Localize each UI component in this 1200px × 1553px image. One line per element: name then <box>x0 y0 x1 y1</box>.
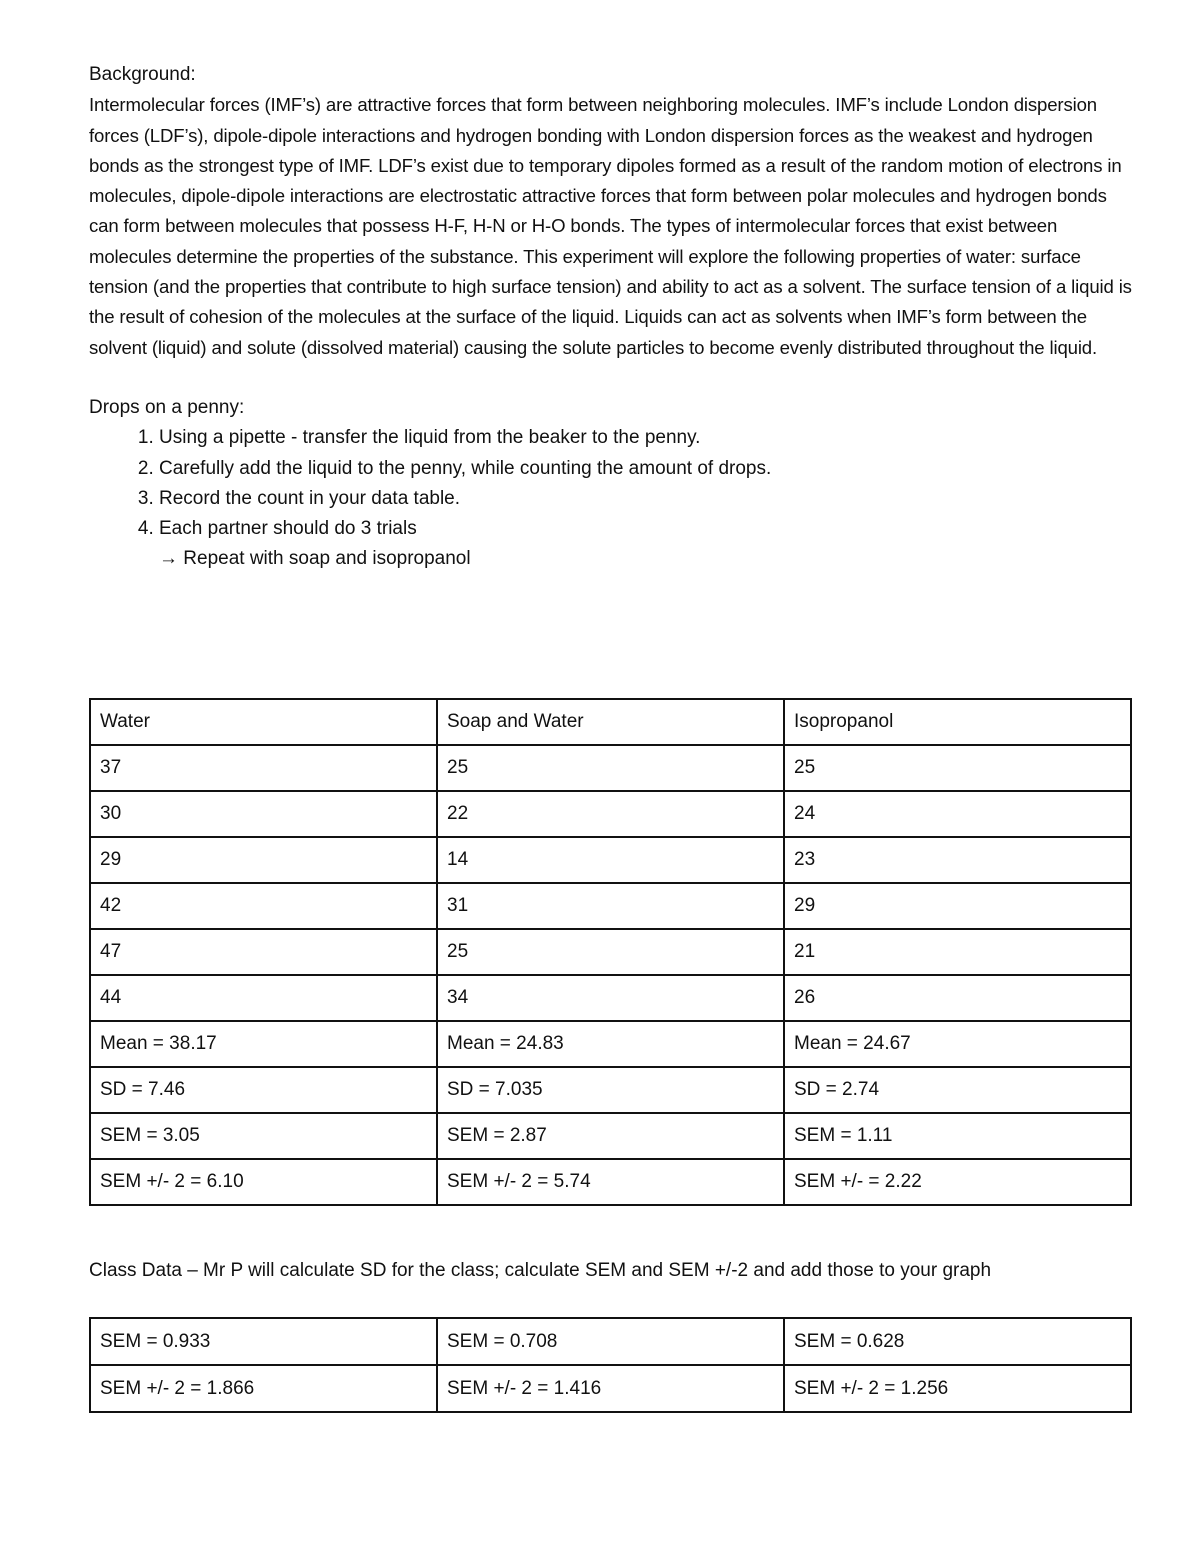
procedure-step: 4. Each partner should do 3 trials <box>159 514 1134 544</box>
table-row-sd <box>90 1067 1131 1113</box>
procedure-steps <box>89 423 1134 544</box>
table-cell: 25 <box>437 929 784 975</box>
header-cell-isopropanol: Isopropanol <box>784 699 1131 745</box>
table-cell: SEM = 0.628 <box>784 1318 1131 1365</box>
table-cell: 34 <box>437 975 784 1021</box>
table-cell: 21 <box>784 929 1131 975</box>
table-cell: SEM +/- 2 = 1.416 <box>437 1365 784 1412</box>
table-cell: SEM +/- = 2.22 <box>784 1159 1131 1205</box>
table-cell: 30 <box>90 791 437 837</box>
table-header-row <box>90 699 1131 745</box>
procedure-step: 2. Carefully add the liquid to the penny, while counting the amount of drops. <box>159 454 1134 484</box>
background-heading: Background: <box>89 64 196 85</box>
table-cell: 31 <box>437 883 784 929</box>
table-row <box>90 975 1131 1021</box>
table-row-sem-2 <box>90 1159 1131 1205</box>
table-row <box>90 791 1131 837</box>
table-row-mean <box>90 1021 1131 1067</box>
table-cell: 37 <box>90 745 437 791</box>
table-cell: 24 <box>784 791 1131 837</box>
table-cell: 22 <box>437 791 784 837</box>
class-data-note: Class Data – Mr P will calculate SD for the class; calculate SEM and SEM +/-2 and add those to your graph <box>89 1260 992 1281</box>
table-cell: 29 <box>784 883 1131 929</box>
table-cell: SEM +/- 2 = 6.10 <box>90 1159 437 1205</box>
table-row <box>90 883 1131 929</box>
table-row <box>90 745 1131 791</box>
table-row <box>90 1318 1131 1365</box>
table-row-sem <box>90 1113 1131 1159</box>
table-cell: 25 <box>437 745 784 791</box>
header-cell-soap-and-water: Soap and Water <box>437 699 784 745</box>
header-cell-water: Water <box>90 699 437 745</box>
table-cell: SEM = 0.708 <box>437 1318 784 1365</box>
table-cell: SEM = 3.05 <box>90 1113 437 1159</box>
repeat-note: → Repeat with soap and isopropanol <box>159 548 471 570</box>
table-cell: SEM = 1.11 <box>784 1113 1131 1159</box>
table-cell: SEM +/- 2 = 5.74 <box>437 1159 784 1205</box>
table-cell: SD = 7.46 <box>90 1067 437 1113</box>
table-cell: 47 <box>90 929 437 975</box>
table-row <box>90 1365 1131 1412</box>
table-row <box>90 837 1131 883</box>
table-cell: 26 <box>784 975 1131 1021</box>
procedure-title: Drops on a penny: <box>89 396 245 418</box>
table-cell: 44 <box>90 975 437 1021</box>
table-row <box>90 929 1131 975</box>
procedure-step: 1. Using a pipette - transfer the liquid from the beaker to the penny. <box>159 423 1134 453</box>
table-cell: SEM = 0.933 <box>90 1318 437 1365</box>
table-cell: Mean = 38.17 <box>90 1021 437 1067</box>
document-page <box>89 60 1134 575</box>
table-cell: 42 <box>90 883 437 929</box>
table-cell: Mean = 24.83 <box>437 1021 784 1067</box>
table-cell: SEM +/- 2 = 1.256 <box>784 1365 1131 1412</box>
table-cell: SEM = 2.87 <box>437 1113 784 1159</box>
table-cell: SD = 2.74 <box>784 1067 1131 1113</box>
table-cell: SD = 7.035 <box>437 1067 784 1113</box>
table-cell: 14 <box>437 837 784 883</box>
class-data-table <box>89 1317 1132 1413</box>
table-cell: 29 <box>90 837 437 883</box>
table-cell: 23 <box>784 837 1131 883</box>
table-cell: Mean = 24.67 <box>784 1021 1131 1067</box>
background-paragraph: Intermolecular forces (IMF’s) are attractive forces that form between neighboring molecules. IMF’s include London dispersion forces (LDF’s), dipole-dipole interactions and hydrogen bonding with London dispersion forces as the weakest and hydrogen bonds as the strongest type of IMF. LDF’s exist due to temporary dipoles formed as a result of the random motion of electrons in molecules, dipole-dipole interactions are electrostatic attractive forces that form between polar molecules and hydrogen bonds can form between molecules that possess H-F, H-N or H-O bonds. The types of intermolecular forces that exist between molecules determine the properties of the substance. This experiment will explore the following properties of water: surface tension (and the properties that contribute to high surface tension) and ability to act as a solvent. The surface tension of a liquid is the result of cohesion of the molecules at the surface of the liquid. Liquids can act as solvents when IMF’s form between the solvent (liquid) and solute (dissolved material) causing the solute particles to become evenly distributed throughout the liquid. <box>89 94 1132 358</box>
table-cell: SEM +/- 2 = 1.866 <box>90 1365 437 1412</box>
procedure-step: 3. Record the count in your data table. <box>159 484 1134 514</box>
drops-data-table <box>89 698 1132 1206</box>
table-cell: 25 <box>784 745 1131 791</box>
